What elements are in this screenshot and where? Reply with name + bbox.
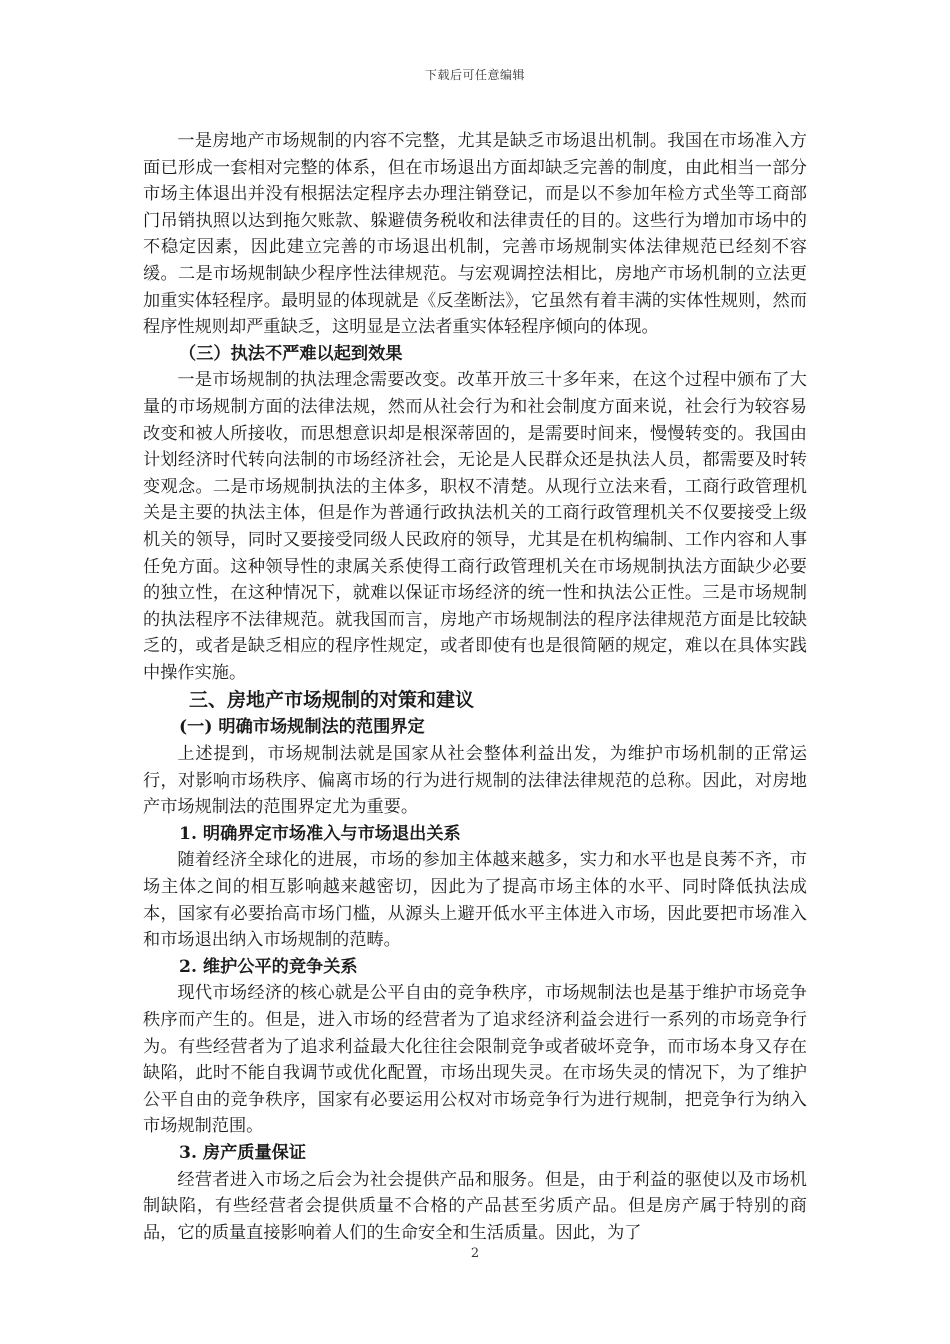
subsection-heading: (一) 明确市场规制法的范围界定 bbox=[179, 717, 425, 738]
item-heading: 1. 明确界定市场准入与市场退出关系 bbox=[179, 823, 461, 844]
paragraph: 经营者进入市场之后会为社会提供产品和服务。但是，由于利益的驱使以及市场机制缺陷，有些经营者会提供质量不合格的产品甚至劣质产品。但是房产属于特别的商品，它的质量直接影响着人们的生命安全和生活质量。因此，为了 bbox=[143, 1169, 807, 1243]
subsection-heading: （三）执法不严难以起到效果 bbox=[179, 343, 403, 364]
section-heading: 三、房地产市场规制的对策和建议 bbox=[189, 689, 475, 712]
paragraph: 现代市场经济的核心就是公平自由的竞争秩序，市场规制法也是基于维护市场竞争秩序而产生的。但是，进入市场的经营者为了追求经济利益会进行一系列的市场竞争行为。有些经营者为了追求利益最大化往往会限制竞争或者破坏竞争，而市场本身又存在缺陷，此时不能自我调节或优化配置，市场出现失灵。在市场失灵的情况下，为了维护公平自由的竞争秩序，国家有必要运用公权对市场竞争行为进行规制，把竞争行为纳入市场规制范围。 bbox=[143, 983, 807, 1137]
item-heading: 2. 维护公平的竞争关系 bbox=[179, 956, 358, 977]
paragraph: 一是房地产市场规制的内容不完整，尤其是缺乏市场退出机制。我国在市场准入方面已形成一套相对完整的体系，但在市场退出方面却缺乏完善的制度，由此相当一部分市场主体退出并没有根据法定程序去办理注销登记，而是以不参加年检方式坐等工商部门吊销执照以达到拖欠账款、躲避债务税收和法律责任的目的。这些行为增加市场中的不稳定因素，因此建立完善的市场退出机制，完善市场规制实体法律规范已经刻不容缓。二是市场规制缺少程序性法律规范。与宏观调控法相比，房地产市场机制的立法更加重实体轻程序。最明显的体现就是《反垄断法》，它虽然有着丰满的实体性规则，然而程序性规则却严重缺乏，这明显是立法者重实体轻程序倾向的体现。 bbox=[143, 131, 807, 338]
paragraph: 上述提到，市场规制法就是国家从社会整体利益出发，为维护市场机制的正常运行，对影响市场秩序、偏离市场的行为进行规制的法律法律规范的总称。因此，对房地产市场规制法的范围界定尤为重要。 bbox=[143, 744, 807, 818]
document-body bbox=[143, 128, 807, 1246]
page-number: 2 bbox=[470, 1246, 480, 1261]
item-heading: 3. 房产质量保证 bbox=[179, 1142, 307, 1163]
paragraph: 随着经济全球化的进展，市场的参加主体越来越多，实力和水平也是良莠不齐，市场主体之间的相互影响越来越密切，因此为了提高市场主体的水平、同时降低执法成本，国家有必要抬高市场门槛，从源头上避开低水平主体进入市场，因此要把市场准入和市场退出纳入市场规制的范畴。 bbox=[143, 850, 807, 951]
paragraph: 一是市场规制的执法理念需要改变。改革开放三十多年来，在这个过程中颁布了大量的市场规制方面的法律法规，然而从社会行为和社会制度方面来说，社会行为较容易改变和被人所接收，而思想意识却是根深蒂固的，是需要时间来，慢慢转变的。我国由计划经济时代转向法制的市场经济社会，无论是人民群众还是执法人员，都需要及时转变观念。二是市场规制执法的主体多，职权不清楚。从现行立法来看，工商行政管理机关是主要的执法主体，但是作为普通行政执法机关的工商行政管理机关不仅要接受上级机关的领导，同时又要接受同级人民政府的领导，尤其是在机构编制、工作内容和人事任免方面。这种领导性的隶属关系使得工商行政管理机关在市场规制执法方面缺少必要的独立性，在这种情况下，就难以保证市场经济的统一性和执法公正性。三是市场规制的执法程序不法律规范。就我国而言，房地产市场规制法的程序法律规范方面是比较缺乏的，或者是缺乏相应的程序性规定，或者即使有也是很简陋的规定，难以在具体实践中操作实施。 bbox=[143, 370, 807, 683]
page-header: 下载后可任意编辑 bbox=[424, 68, 525, 82]
